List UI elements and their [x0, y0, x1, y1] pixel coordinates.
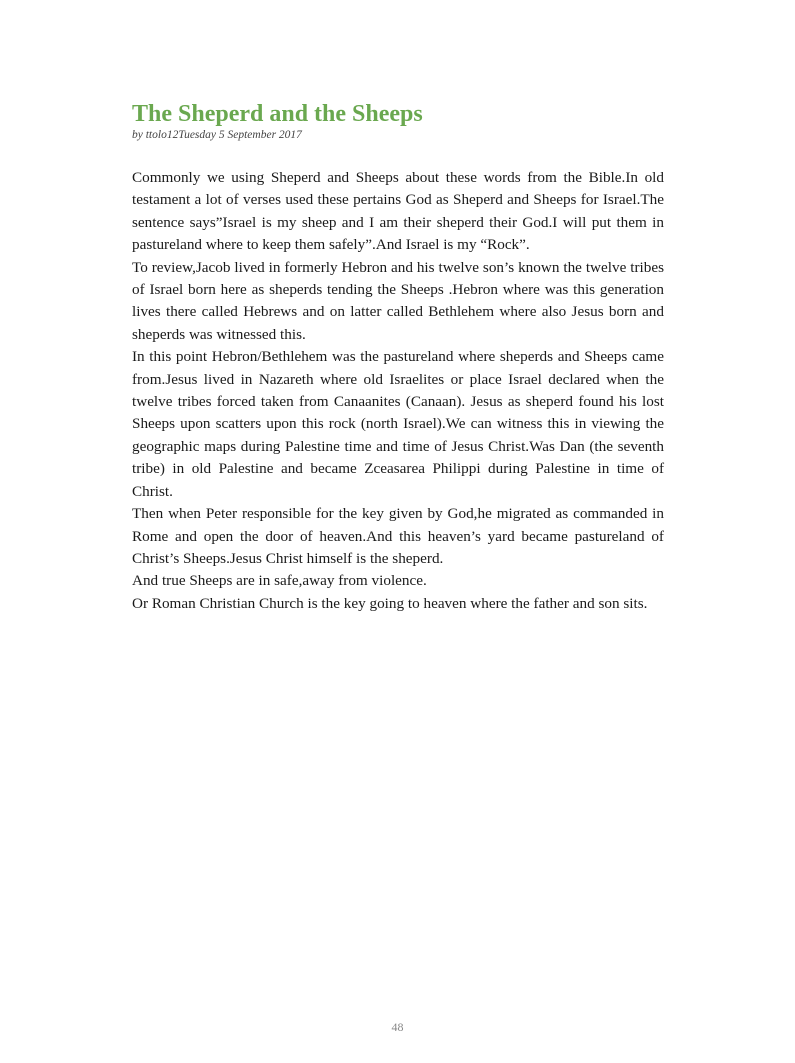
article-title: The Sheperd and the Sheeps	[132, 101, 423, 127]
article-byline: by ttolo12Tuesday 5 September 2017	[132, 129, 302, 141]
paragraph: To review,Jacob lived in formerly Hebron and his twelve son’s known the twelve tribes of Israel born here as sheperds tending the Sheeps .Hebron where was this generation lives there called Hebrews and on latter called Bethlehem where also Jesus born and sheperds was witnessed this.	[132, 258, 664, 343]
article-body	[132, 167, 664, 615]
paragraph: Then when Peter responsible for the key given by God,he migrated as commanded in Rome and open the door of heaven.And this heaven’s yard became pastureland of Christ’s Sheeps.Jesus Christ himself is the sheperd.	[132, 505, 664, 567]
page-number: 48	[391, 1020, 404, 1034]
paragraph: In this point Hebron/Bethlehem was the pastureland where sheperds and Sheeps came from.Jesus lived in Nazareth where old Israelites or place Israel declared when the twelve tribes forced taken from Canaanites (Canaan). Jesus as sheperd found his lost Sheeps upon scatters upon this rock (north Israel).We can witness this in viewing the geographic maps during Palestine time and time of Jesus Christ.Was Dan (the seventh tribe) in old Palestine and became Zceasarea Philippi during Palestine in time of Christ.	[132, 348, 664, 500]
paragraph: Commonly we using Sheperd and Sheeps about these words from the Bible.In old testament a lot of verses used these pertains God as Sheperd and Sheeps for Israel.The sentence says”Israel is my sheep and I am their sheperd their God.I will put them in pastureland where to keep them safely”.And Israel is my “Rock”.	[132, 169, 664, 254]
paragraph: Or Roman Christian Church is the key going to heaven where the father and son sits.	[132, 594, 648, 612]
paragraph: And true Sheeps are in safe,away from violence.	[132, 572, 427, 590]
